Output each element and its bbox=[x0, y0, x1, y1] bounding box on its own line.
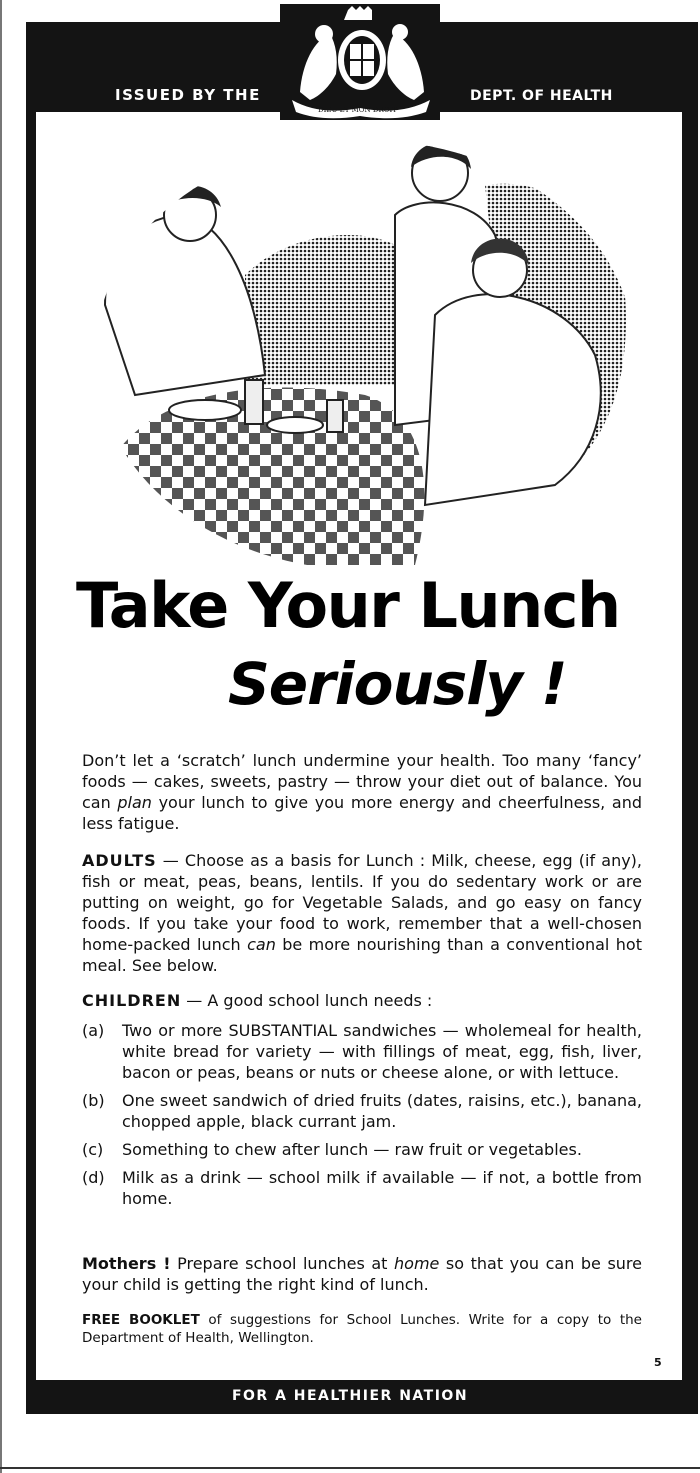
list-item bbox=[82, 1020, 642, 1083]
adults-heading: ADULTS bbox=[82, 851, 157, 870]
issued-by-label: ISSUED BY THE bbox=[115, 86, 261, 104]
children-list bbox=[82, 1020, 642, 1216]
mothers-paragraph bbox=[82, 1253, 642, 1295]
list-item-text: One sweet sandwich of dried fruits (dates, raisins, etc.), banana, chopped apple, black currant jam. bbox=[122, 1091, 642, 1131]
left-edge-rule bbox=[0, 0, 2, 1473]
list-item-text: Something to chew after lunch — raw fruit or vegetables. bbox=[122, 1140, 582, 1159]
list-item-text: Two or more SUBSTANTIAL sandwiches — wholemeal for health, white bread for variety — with fillings of meat, egg, fish, liver, bacon or peas, beans or nuts or cheese alone, or with lettuce. bbox=[122, 1021, 642, 1082]
booklet-paragraph bbox=[82, 1311, 642, 1347]
children-paragraph bbox=[82, 990, 642, 1011]
booklet-heading: FREE BOOKLET bbox=[82, 1312, 200, 1328]
mothers-heading: Mothers ! bbox=[82, 1254, 171, 1273]
mothers-text-a: Prepare school lunches at bbox=[170, 1254, 395, 1273]
list-item bbox=[82, 1090, 642, 1132]
children-heading: CHILDREN bbox=[82, 991, 182, 1010]
intro-text-b: your lunch to give you more energy and cheerfulness, and less fatigue. bbox=[82, 793, 642, 833]
intro-text-a: Don’t let a ‘scratch’ lunch undermine your health. Too many ‘fancy’ foods — cakes, sweets, pastry — throw your diet out of balance. You can bbox=[82, 751, 642, 812]
adults-text-a: — Choose as a basis for Lunch : Milk, cheese, egg (if any), fish or meat, peas, beans, lentils. If you do sedentary work or are putting on weight, go for Vegetable Salads, and go easy on fancy foods. If you take your food to work, remember that a well-chosen home-packed lunch bbox=[82, 851, 642, 954]
mothers-text-b: so that you can be sure your child is getting the right kind of lunch. bbox=[82, 1254, 642, 1294]
mothers-emphasis: home bbox=[394, 1254, 440, 1273]
list-marker: (c) bbox=[82, 1140, 104, 1159]
list-item bbox=[82, 1167, 642, 1209]
department-label: DEPT. OF HEALTH bbox=[470, 88, 613, 104]
headline-line-1: Take Your Lunch bbox=[76, 569, 620, 642]
intro-emphasis: plan bbox=[117, 793, 152, 812]
footer-slogan: FOR A HEALTHIER NATION bbox=[231, 1388, 469, 1404]
adults-paragraph bbox=[82, 850, 642, 976]
bottom-rule bbox=[0, 1467, 700, 1469]
headline-line-2: Seriously ! bbox=[228, 650, 567, 718]
list-item-text: Milk as a drink — school milk if available — if not, a bottle from home. bbox=[122, 1168, 642, 1208]
list-marker: (b) bbox=[82, 1091, 105, 1110]
crest-motto: DIEU ET MON DROIT bbox=[318, 106, 397, 114]
adults-emphasis: can bbox=[247, 935, 276, 954]
intro-paragraph bbox=[82, 750, 642, 834]
adults-text-b: be more nourishing than a conventional hot meal. See below. bbox=[82, 935, 642, 975]
list-marker: (d) bbox=[82, 1168, 105, 1187]
booklet-text: of suggestions for School Lunches. Write for a copy to the Department of Health, Wellington. bbox=[82, 1312, 642, 1346]
lunch-scene-illustration bbox=[95, 125, 635, 565]
list-marker: (a) bbox=[82, 1021, 105, 1040]
page-number: 5 bbox=[654, 1356, 662, 1369]
children-text: — A good school lunch needs : bbox=[181, 991, 433, 1010]
list-item bbox=[82, 1139, 642, 1160]
royal-crest-icon bbox=[280, 4, 440, 120]
